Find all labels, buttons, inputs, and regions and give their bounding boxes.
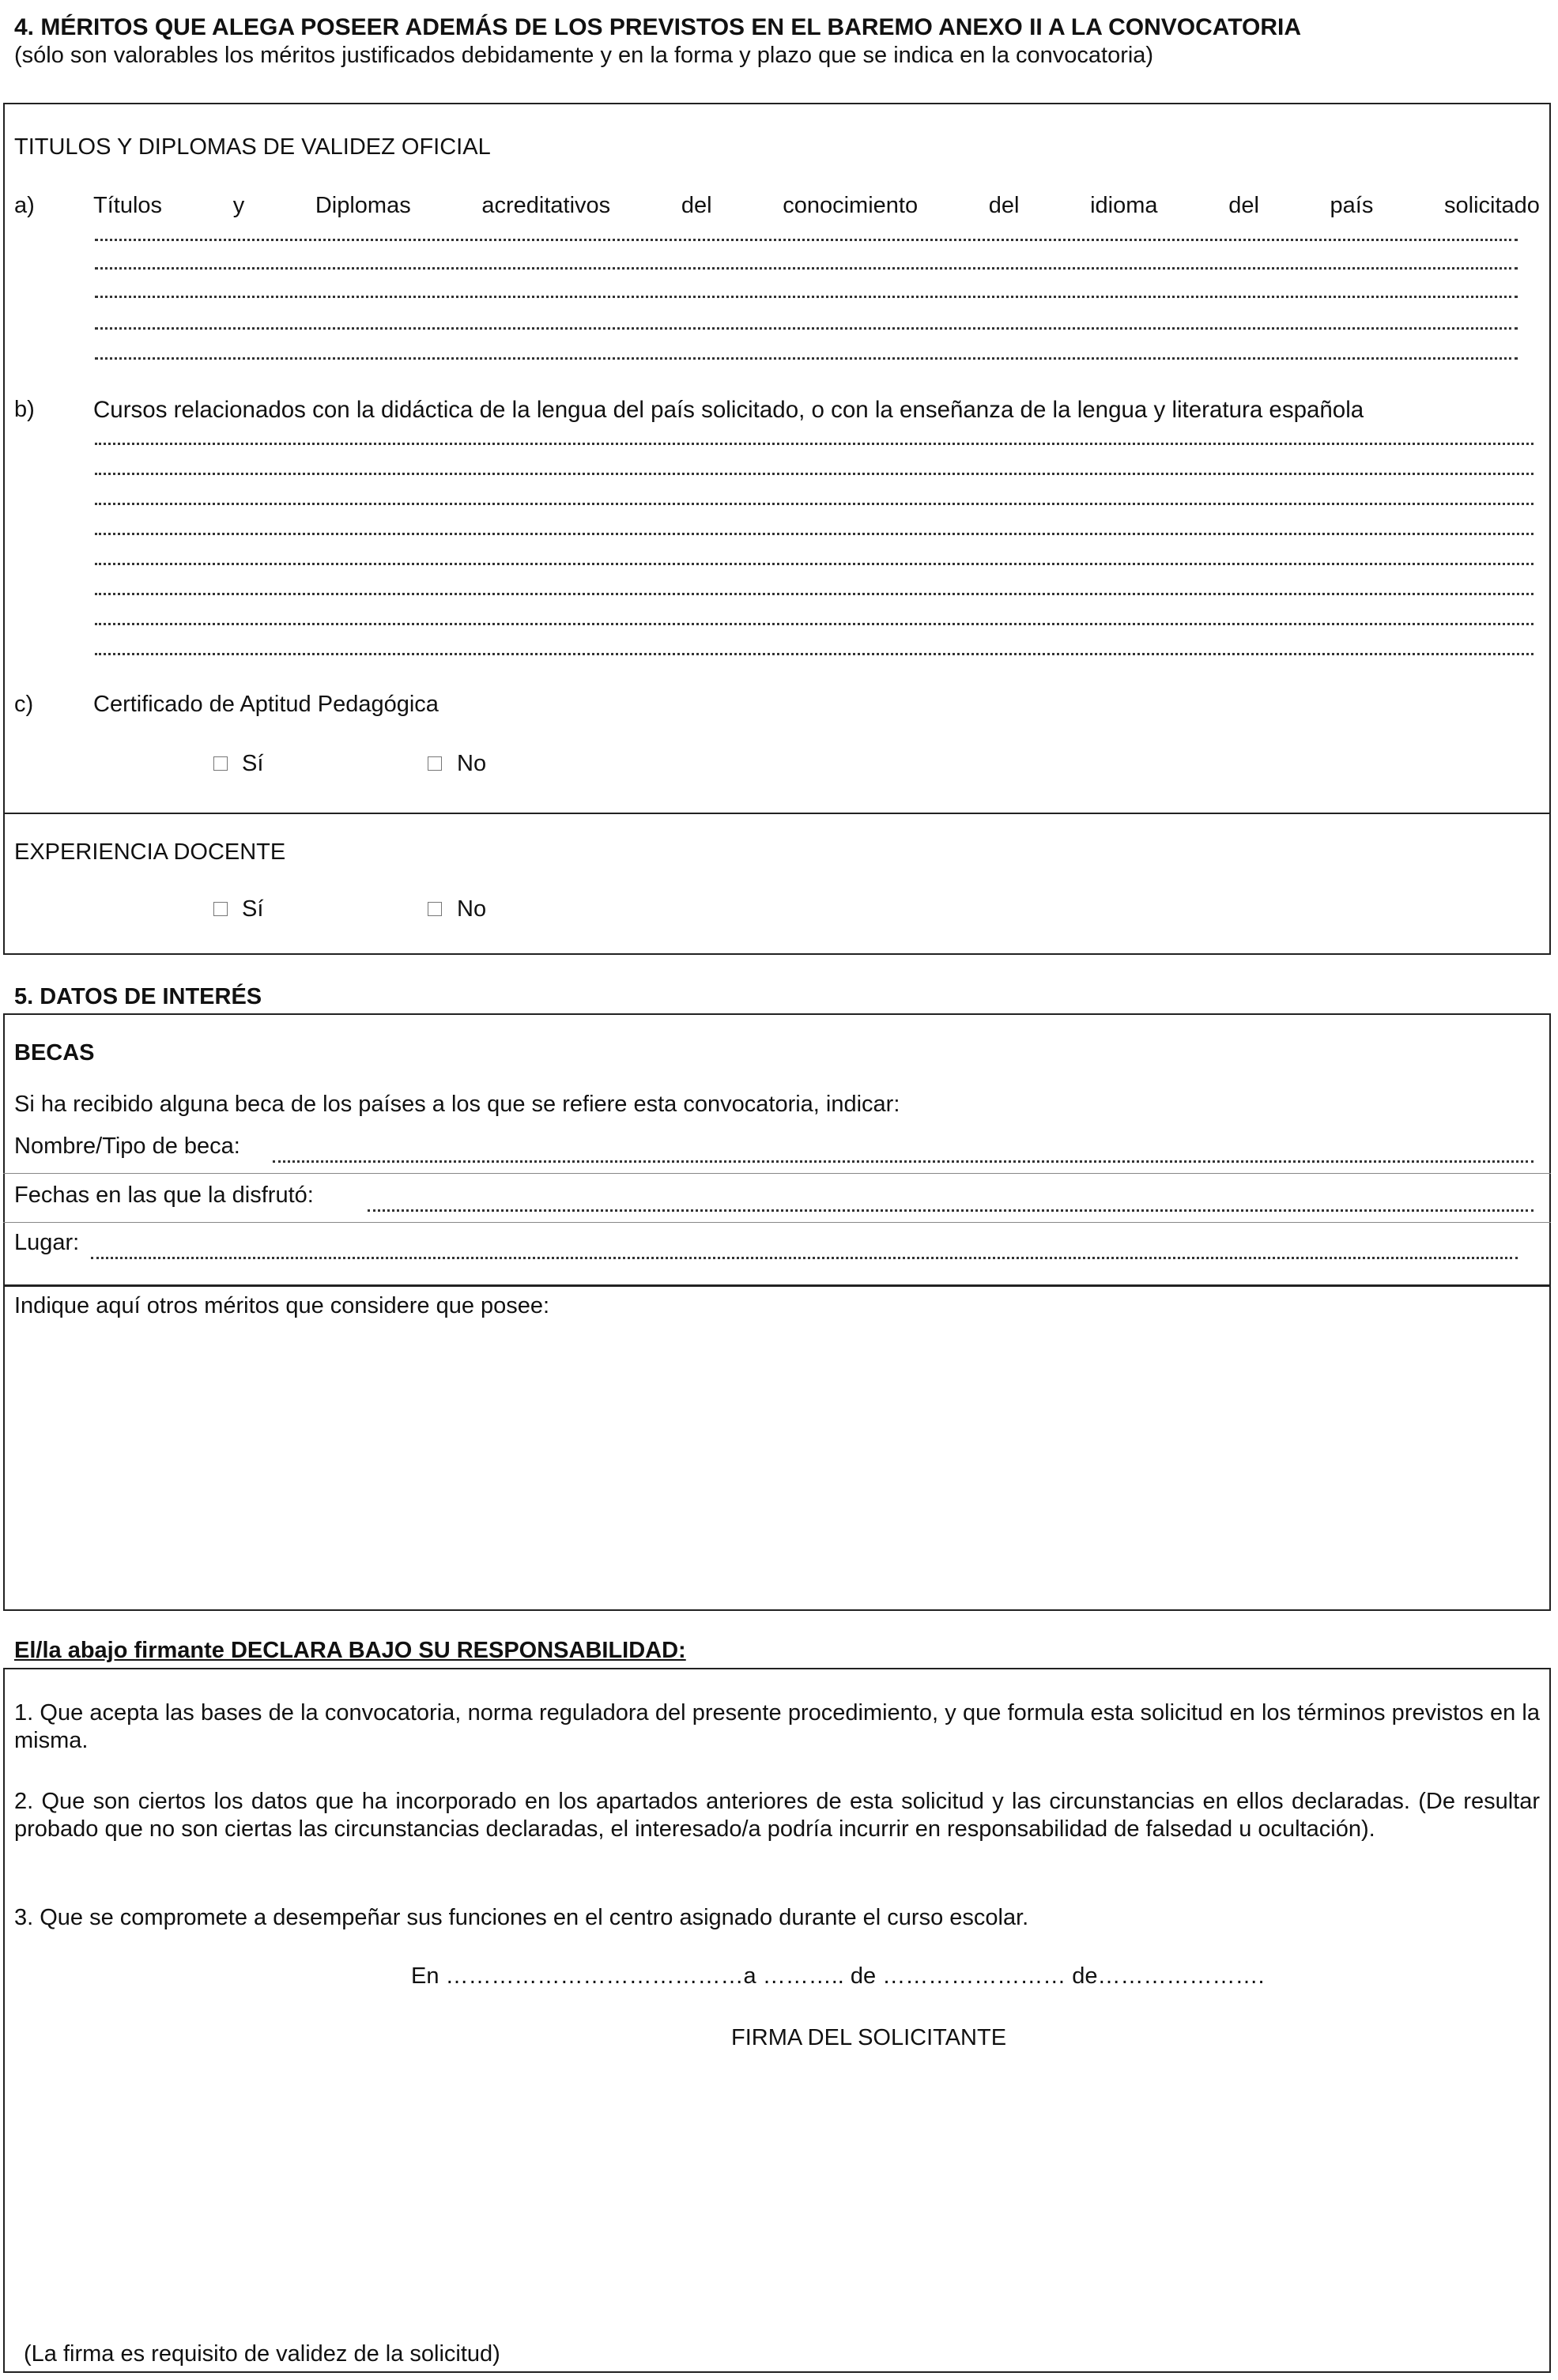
experiencia-no-checkbox[interactable] — [428, 902, 442, 916]
nombre-beca-label: Nombre/Tipo de beca: — [14, 1133, 240, 1159]
signature-label: FIRMA DEL SOLICITANTE — [731, 2025, 1007, 2050]
item-a-word: idioma — [1090, 193, 1158, 218]
fechas-label: Fechas en las que la disfrutó: — [14, 1182, 314, 1208]
experiencia-no-label: No — [457, 896, 487, 922]
item-a-word: del — [681, 193, 712, 218]
item-b-text: Cursos relacionados con la didáctica de la lengua del país solicitado, o con la enseñanza de la lengua y literatura española — [93, 397, 1364, 423]
item-a-word: del — [1228, 193, 1259, 218]
item-b-fill-line[interactable] — [95, 473, 1533, 475]
item-c-letter: c) — [14, 692, 34, 717]
item-a-fill-line[interactable] — [95, 239, 1518, 241]
experiencia-yes-label: Sí — [242, 896, 264, 922]
fechas-field[interactable] — [368, 1209, 1533, 1212]
experiencia-heading: EXPERIENCIA DOCENTE — [14, 839, 286, 865]
item-a-word: solicitado — [1444, 193, 1540, 218]
lugar-field[interactable] — [91, 1257, 1518, 1259]
experiencia-yes-checkbox[interactable] — [213, 902, 228, 916]
row-divider — [3, 1173, 1551, 1174]
item-b-fill-line[interactable] — [95, 533, 1533, 535]
item-a-letter: a) — [14, 193, 35, 218]
cap-yes-label: Sí — [242, 751, 264, 776]
otros-meritos-box[interactable] — [3, 1285, 1551, 1611]
item-a-fill-line[interactable] — [95, 296, 1518, 298]
declaration-point-2: 2. Que son ciertos los datos que ha incorporado en los apartados anteriores de esta solicitud y las circunstancias en ellos declaradas. (De resultar probado que no son ciertas las circunstancias declaradas, el interesado/a podría incurrir en responsabilidad de falsedad u ocultación). — [14, 1789, 1540, 1842]
item-a-fill-line[interactable] — [95, 327, 1518, 330]
lugar-label: Lugar: — [14, 1230, 80, 1255]
cap-no-checkbox[interactable] — [428, 756, 442, 771]
cap-no-label: No — [457, 751, 487, 776]
declaration-box — [3, 1668, 1551, 2373]
declaration-heading: El/la abajo firmante DECLARA BAJO SU RESPONSABILIDAD: — [14, 1638, 686, 1663]
item-b-fill-line[interactable] — [95, 503, 1533, 505]
item-a-word: Títulos — [93, 193, 163, 218]
item-b-fill-line[interactable] — [95, 563, 1533, 565]
item-b-letter: b) — [14, 397, 35, 422]
declaration-point-1: 1. Que acepta las bases de la convocatoria, norma reguladora del presente procedimiento, y que formula esta solicitud en los términos previstos en la misma. — [14, 1700, 1540, 1753]
section-4-title: 4. MÉRITOS QUE ALEGA POSEER ADEMÁS DE LOS PREVISTOS EN EL BAREMO ANEXO II A LA CONVOCATORIA — [14, 14, 1301, 40]
item-b-fill-line[interactable] — [95, 593, 1533, 595]
item-c-text: Certificado de Aptitud Pedagógica — [93, 692, 439, 717]
item-a-word: y — [232, 193, 245, 218]
item-a-word: acreditativos — [481, 193, 611, 218]
becas-intro: Si ha recibido alguna beca de los países a los que se refiere esta convocatoria, indicar: — [14, 1092, 900, 1117]
item-a-word: país — [1330, 193, 1374, 218]
section-4-subtitle: (sólo son valorables los méritos justificados debidamente y en la forma y plazo que se indica en la convocatoria) — [14, 43, 1154, 68]
declaration-point-3: 3. Que se compromete a desempeñar sus funciones en el centro asignado durante el curso escolar. — [14, 1905, 1029, 1930]
row-divider — [3, 1222, 1551, 1223]
place-date-line[interactable]: En …………………………………a ……….. de …………………… de…………………. — [411, 1963, 1265, 1989]
titulos-heading: TITULOS Y DIPLOMAS DE VALIDEZ OFICIAL — [14, 134, 491, 160]
otros-meritos-label: Indique aquí otros méritos que considere que posee: — [14, 1293, 550, 1318]
item-a-fill-line[interactable] — [95, 357, 1518, 360]
becas-heading: BECAS — [14, 1040, 95, 1066]
item-b-fill-line[interactable] — [95, 623, 1533, 625]
item-a-fill-line[interactable] — [95, 267, 1518, 270]
experiencia-box — [3, 813, 1551, 955]
item-a-text — [93, 193, 1540, 219]
item-b-fill-line[interactable] — [95, 653, 1533, 655]
item-a-word: del — [988, 193, 1020, 218]
item-a-word: conocimiento — [783, 193, 919, 218]
nombre-beca-field[interactable] — [273, 1160, 1533, 1163]
item-b-fill-line[interactable] — [95, 443, 1533, 445]
signature-footnote: (La firma es requisito de validez de la solicitud) — [24, 2341, 500, 2367]
section-5-title: 5. DATOS DE INTERÉS — [14, 984, 262, 1009]
item-a-word: Diplomas — [315, 193, 411, 218]
cap-yes-checkbox[interactable] — [213, 756, 228, 771]
